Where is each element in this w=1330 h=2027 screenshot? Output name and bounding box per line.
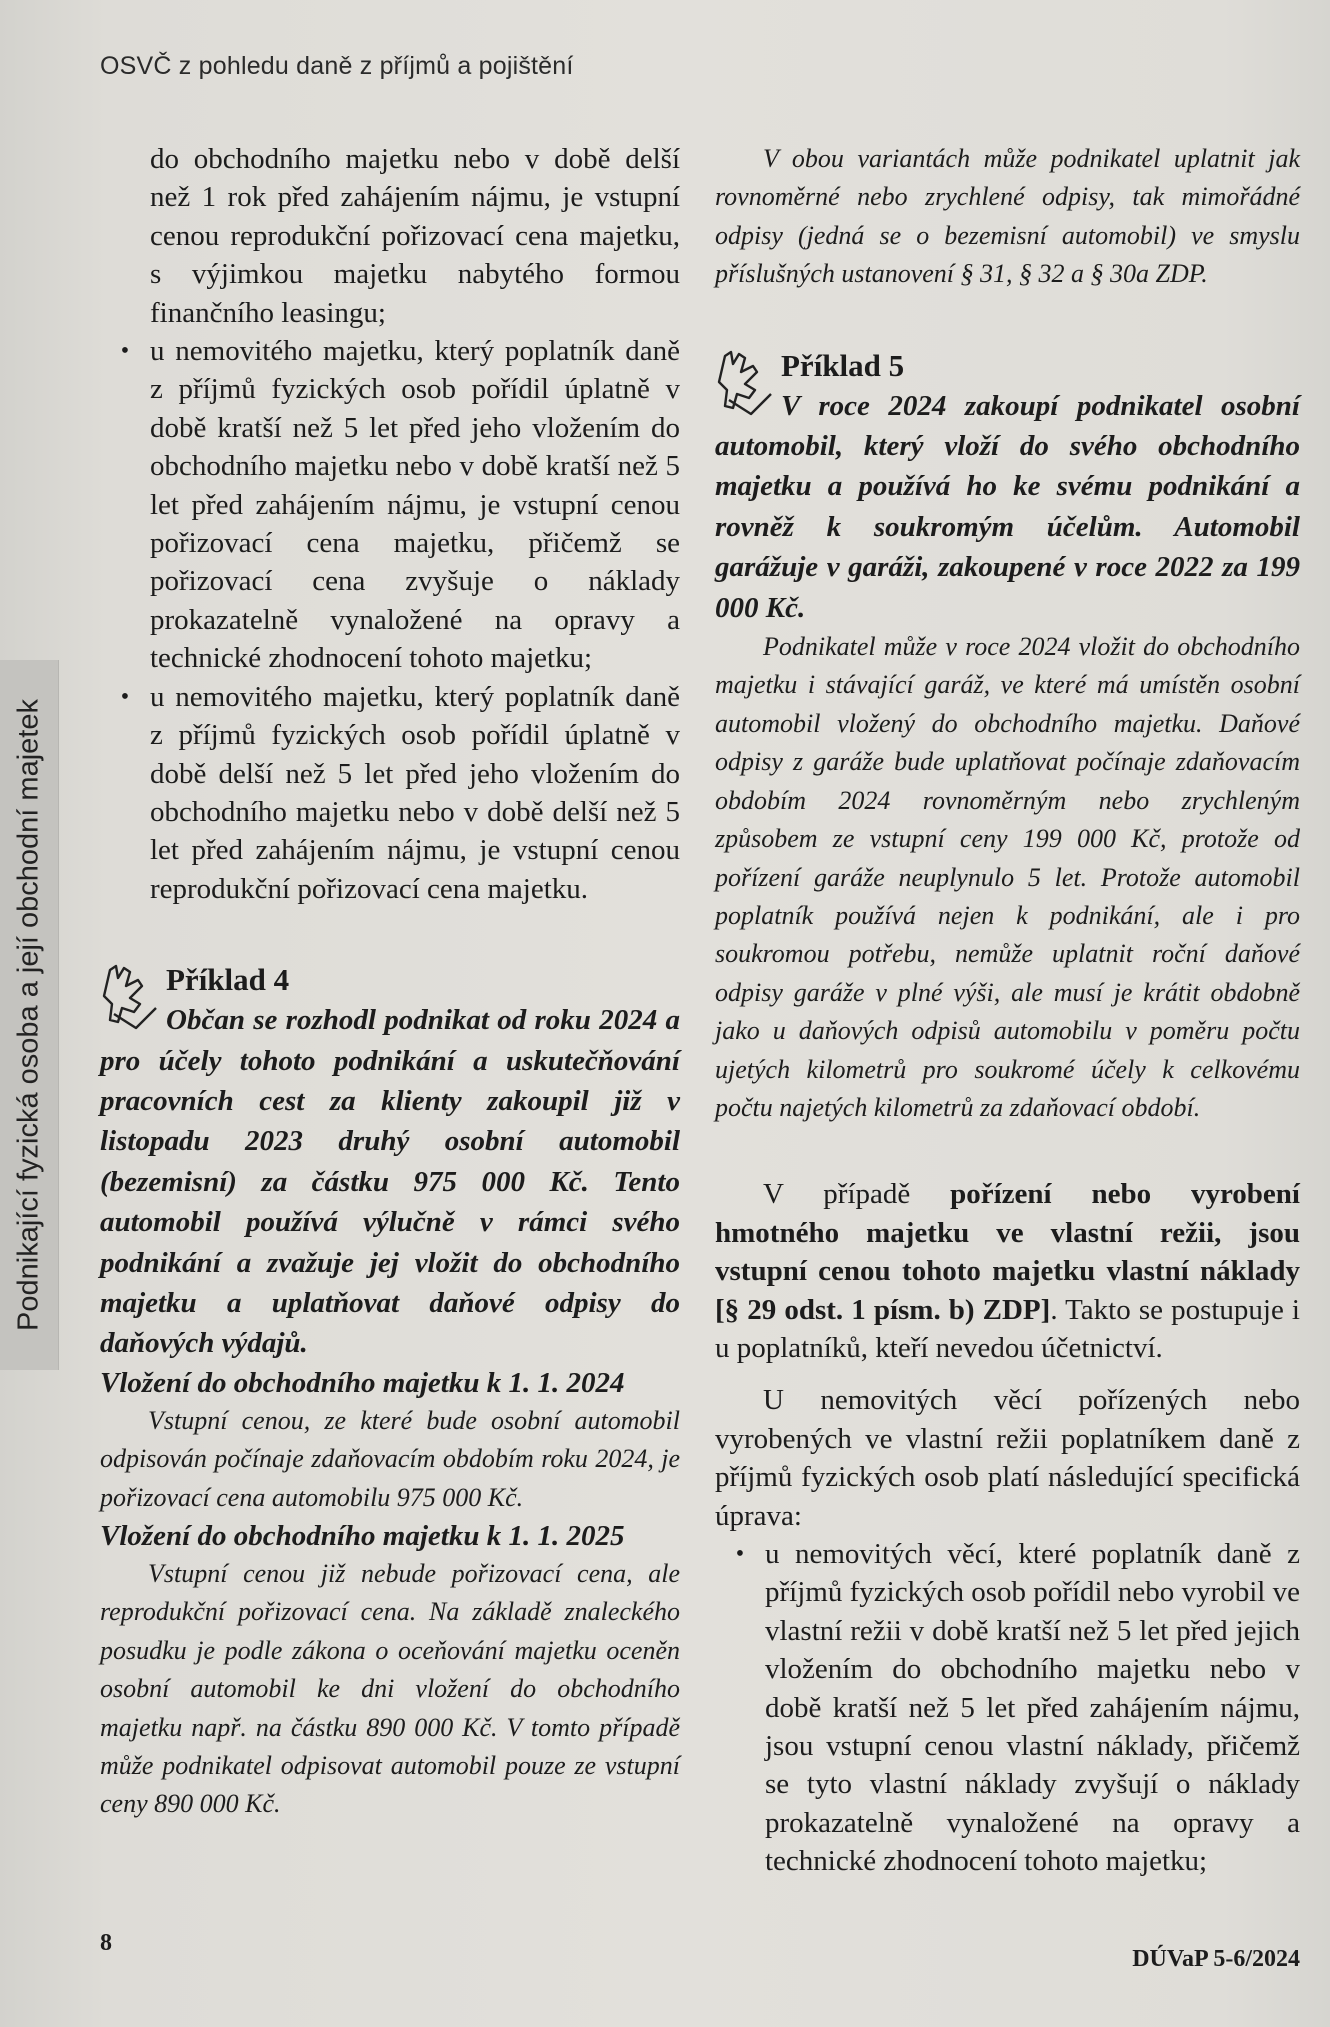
running-header: OSVČ z pohledu daně z příjmů a pojištění bbox=[100, 52, 574, 80]
right-column bbox=[715, 140, 1300, 1881]
list-item bbox=[100, 332, 680, 678]
example-4-text-2: Vstupní cenou již nebude pořizovací cena, ale reprodukční pořizovací cena. Na základě znaleckého posudku je podle zákona o oceňování majetku oceněn osobní automobil ke dni vložení do obchodního majetku např. na částku 890 000 Kč. V tomto případě může podnikatel odpisovat automobil pouze ze vstupní ceny 890 000 Kč. bbox=[100, 1559, 680, 1819]
list-item bbox=[715, 1535, 1300, 1881]
example-5-title: Příklad 5 bbox=[781, 347, 905, 383]
example-5-solution: Podnikatel může v roce 2024 vložit do obchodního majetku i stávající garáž, ve které má umístěn osobní automobil vložený do obchodního majetku. Daňové odpisy z garáže bude uplatňovat počínaje zdaňovacím obdobím 2024 rovnoměrným nebo zrychleným způsobem ze vstupní ceny 199 000 Kč, protože od pořízení garáže neuplynulo 5 let. Protože automobil poplatník používá nejen k podnikání, ale i pro soukromou potřebu, nemůže uplatnit roční daňové odpisy garáže v plné výši, ale musí je krátit obdobně jako u daňových odpisů automobilu v poměru počtu ujetých kilometrů pro soukromé účely k celkovému počtu najetých kilometrů za zdaňovací období. bbox=[715, 632, 1300, 1122]
variants-note: V obou variantách může podnikatel uplatnit jak rovnoměrné nebo zrychlené odpisy, tak mimořádné odpisy (jedná se o bezemisní automobil) ve smyslu příslušných ustanovení § 31, § 32 a § 30a ZDP. bbox=[715, 144, 1300, 289]
example-4-subheading-1: Vložení do obchodního majetku k 1. 1. 2024 bbox=[100, 1366, 625, 1399]
left-bullet-list bbox=[100, 332, 680, 908]
journal-issue: DÚVaP 5-6/2024 bbox=[1132, 1946, 1300, 1972]
pointing-hand-icon bbox=[715, 350, 777, 422]
example-4-assignment: Občan se rozhodl podnikat od roku 2024 a pro účely tohoto podnikání a uskutečňování pracovních cest za klienty zakoupil již v listopadu 2023 druhý osobní automobil (bezemisní) za částku 975 000 Kč. Tento automobil používá výlučně v rámci svého podnikání a zvažuje jej vložit do obchodního majetku a uplatňovat daňové odpisy do daňových výdajů. bbox=[100, 1004, 680, 1360]
real-estate-paragraph: U nemovitých věcí pořízených nebo vyrobených ve vlastní režii poplatníkem daně z příjmů fyzických osob platí následující specifická úprava: bbox=[715, 1384, 1300, 1532]
bullet-icon: • bbox=[735, 1541, 745, 1567]
example-4-block bbox=[100, 960, 680, 1824]
example-5-assignment: V roce 2024 zakoupí podnikatel osobní automobil, který vloží do svého obchodního majetku a používá ho ke svému podnikání a rovněž k soukromým účelům. Automobil garážuje v garáži, zakoupené v roce 2022 za 199 000 Kč. bbox=[715, 389, 1300, 624]
example-4-text-1: Vstupní cenou, ze které bude osobní automobil odpisován počínaje zdaňovacím obdobím roku 2024, je pořizovací cena automobilu 975 000 Kč. bbox=[100, 1405, 680, 1512]
list-item-text: u nemovitého majetku, který poplatník daně z příjmů fyzických osob pořídil úplatně v době kratší než 5 let před jeho vložením do obchodního majetku nebo v době kratší než 5 let před zahájením nájmu, je vstupní cenou pořizovací cena majetku, přičemž se pořizovací cena zvyšuje o náklady prokazatelně vynaložené na opravy a technické zhodnocení tohoto majetku; bbox=[150, 335, 680, 675]
bullet-icon: • bbox=[120, 338, 130, 365]
left-column bbox=[100, 140, 680, 1824]
bullet-icon: • bbox=[120, 683, 130, 710]
pointing-hand-icon bbox=[100, 964, 162, 1036]
list-item-text: u nemovitých věcí, které poplatník daně z příjmů fyzických osob pořídil nebo vyrobil ve vlastní režii v době kratší než 5 let před jejich vložením do obchodního majetku nebo v době kratší než 5 let před zahájením nájmu, jsou vstupní cenou vlastní náklady, přičemž se tyto vlastní náklady zvyšují o náklady prokazatelně vynaložené na opravy a technické zhodnocení tohoto majetku; bbox=[765, 1538, 1300, 1878]
list-item-text: u nemovitého majetku, který poplatník daně z příjmů fyzických osob pořídil úplatně v době delší než 5 let před jeho vložením do obchodního majetku nebo v době delší než 5 let před zahájením nájmu, je vstupní cenou reprodukční pořizovací cena majetku. bbox=[150, 680, 680, 905]
acquisition-paragraph: V případě pořízení nebo vyrobení hmotného majetku ve vlastní režii, jsou vstupní cenou tohoto majetku vlastní náklady [§ 29 odst. 1 písm. b) ZDP]. Takto se postupuje i u poplatníků, kteří nevedou účetnictví. bbox=[715, 1178, 1300, 1364]
page-number: 8 bbox=[100, 1930, 112, 1956]
example-4-subheading-2: Vložení do obchodního majetku k 1. 1. 2025 bbox=[100, 1520, 625, 1552]
example-4-title: Příklad 4 bbox=[166, 962, 290, 998]
side-tab-label: Podnikající fyzická osoba a její obchodní majetek bbox=[12, 699, 45, 1331]
intro-paragraph: do obchodního majetku nebo v době delší než 1 rok před zahájením nájmu, je vstupní cenou reprodukční pořizovací cena majetku, s výjimkou majetku nabytého formou finančního leasingu; bbox=[150, 143, 680, 329]
right-bullet-list bbox=[715, 1535, 1300, 1881]
list-item bbox=[100, 678, 680, 908]
example-5-block bbox=[715, 346, 1300, 1128]
